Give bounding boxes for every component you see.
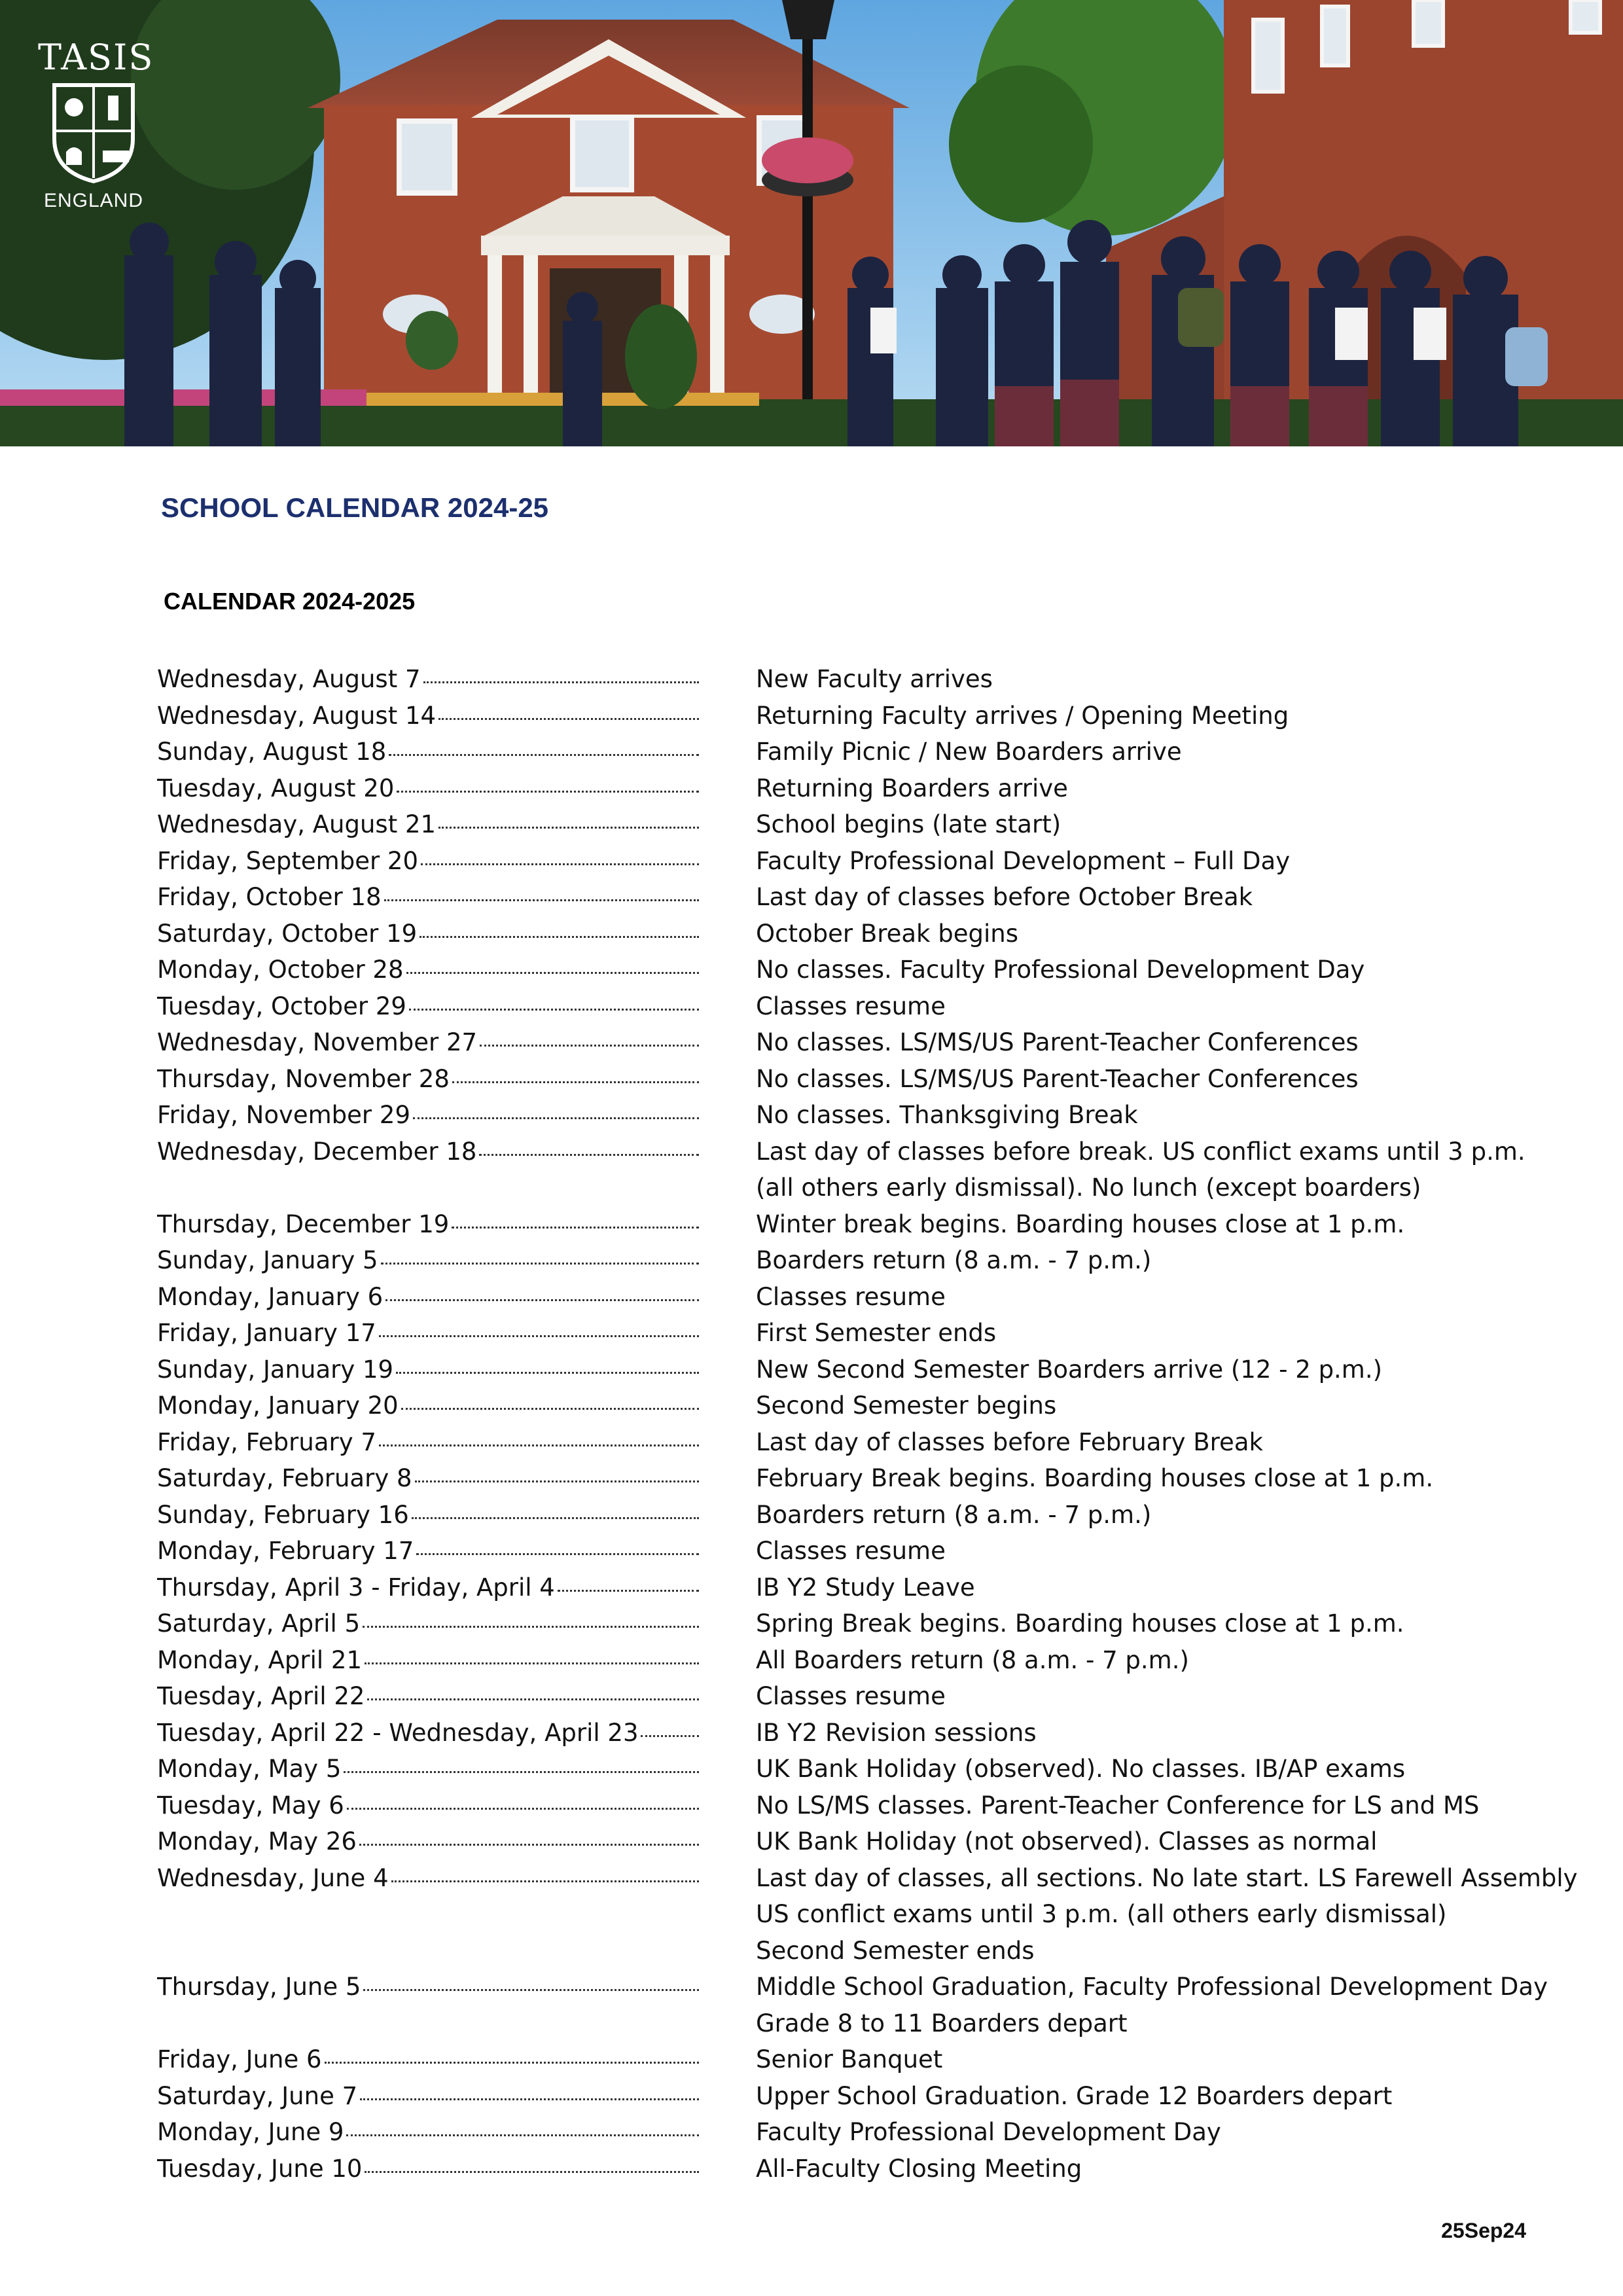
dot-leader [391,1880,699,1882]
event-date-cell [157,1352,699,1388]
event-description [756,1352,1597,1388]
school-logo[interactable] [38,37,154,212]
event-line: Last day of classes, all sections. No late start. LS Farewell Assembly [756,1863,1578,1892]
calendar-row [157,1605,1597,1642]
event-description [756,952,1597,988]
event-date-cell [157,879,699,916]
event-description [756,1424,1597,1461]
event-line: No classes. LS/MS/US Parent-Teacher Conferences [756,1064,1359,1093]
dot-leader [379,1444,699,1446]
calendar-row [157,1460,1597,1497]
event-line: February Break begins. Boarding houses close at 1 p.m. [756,1464,1434,1492]
calendar-row [157,661,1597,698]
event-date: Monday, May 26 [157,1827,357,1856]
event-line: (all others early dismissal). No lunch (except boarders) [756,1174,1421,1202]
event-date: Friday, September 20 [157,846,419,875]
dot-leader [438,827,699,829]
event-date: Thursday, November 28 [157,1064,450,1093]
calendar-row [157,1061,1597,1098]
event-line: Returning Faculty arrives / Opening Meeting [756,701,1289,730]
event-date: Sunday, January 5 [157,1246,378,1274]
calendar-row [157,1134,1597,1206]
calendar-row [157,1678,1597,1715]
event-description [756,1751,1597,1787]
event-description [756,2114,1597,2151]
dot-leader [344,1771,699,1773]
dot-leader [409,1009,699,1011]
event-line: Classes resume [756,1537,946,1565]
event-line: Boarders return (8 a.m. - 7 p.m.) [756,1500,1152,1529]
event-description [756,1860,1597,1969]
event-line: No classes. Thanksgiving Break [756,1101,1138,1129]
event-line: All-Faculty Closing Meeting [756,2154,1082,2183]
event-date-cell [157,1533,699,1570]
event-date-cell [157,806,699,843]
dot-leader [385,1299,699,1301]
event-line: First Semester ends [756,1319,997,1347]
event-date-cell [157,1242,699,1279]
event-date-cell [157,770,699,807]
calendar-row [157,1388,1597,1424]
event-date: Tuesday, April 22 [157,1682,365,1710]
event-description [756,988,1597,1025]
event-line: All Boarders return (8 a.m. - 7 p.m.) [756,1645,1189,1674]
header-photo [0,0,1623,446]
event-date: Friday, February 7 [157,1427,376,1456]
dot-leader [641,1735,699,1737]
crest-icon [48,80,139,185]
event-description [756,1533,1597,1570]
event-date: Thursday, June 5 [157,1973,361,2001]
event-date-cell [157,952,699,988]
event-description [756,1642,1597,1679]
event-date-cell [157,1751,699,1787]
event-line: Middle School Graduation, Faculty Professional Development Day [756,1973,1548,2001]
event-date-cell [157,661,699,698]
event-date-cell [157,1134,699,1170]
calendar-row [157,1751,1597,1787]
dot-leader [363,1989,699,1991]
dot-leader [396,1372,699,1374]
event-description [756,843,1597,880]
event-line: IB Y2 Revision sessions [756,1718,1037,1747]
event-date-cell [157,698,699,734]
event-date: Saturday, October 19 [157,919,418,948]
dot-leader [346,2134,699,2136]
dot-leader [406,972,699,974]
calendar-row [157,1352,1597,1388]
event-description [756,1242,1597,1279]
event-description [756,1024,1597,1061]
dot-leader [412,1517,699,1519]
event-description [756,879,1597,916]
event-description [756,806,1597,843]
page-title: SCHOOL CALENDAR 2024-25 [161,492,549,523]
event-line: School begins (late start) [756,810,1061,838]
event-description [756,2151,1597,2187]
event-description [756,2041,1597,2078]
event-date: Monday, January 20 [157,1391,399,1420]
calendar-row [157,770,1597,807]
event-date: Sunday, August 18 [157,738,387,766]
event-date-cell [157,734,699,770]
dot-leader [415,1480,699,1482]
calendar-row [157,1715,1597,1751]
event-description [756,1134,1597,1206]
event-description [756,1388,1597,1424]
calendar-row [157,1969,1597,2041]
event-date-cell [157,1097,699,1134]
event-description [756,1061,1597,1098]
calendar-row [157,1787,1597,1824]
event-date: Thursday, December 19 [157,1210,450,1238]
event-date-cell [157,1715,699,1751]
event-line: Faculty Professional Development – Full Day [756,846,1291,875]
dot-leader [359,1844,699,1846]
calendar-row [157,1823,1597,1860]
calendar-row [157,2151,1597,2187]
event-date: Saturday, April 5 [157,1609,361,1638]
event-description [756,698,1597,734]
calendar-row [157,806,1597,843]
event-date: Monday, October 28 [157,956,404,984]
event-line: Family Picnic / New Boarders arrive [756,738,1182,766]
dot-leader [452,1081,699,1083]
event-date: Wednesday, August 7 [157,665,421,693]
event-date: Tuesday, April 22 - Wednesday, April 23 [157,1718,639,1747]
event-line: US conflict exams until 3 p.m. (all others early dismissal) [756,1900,1447,1928]
calendar-list [157,661,1597,2187]
event-date: Tuesday, August 20 [157,774,395,802]
calendar-row [157,1097,1597,1134]
event-date: Monday, February 17 [157,1537,414,1565]
event-line: Classes resume [756,1282,946,1311]
event-description [756,1969,1597,2041]
calendar-row [157,1279,1597,1316]
event-date: Wednesday, November 27 [157,1028,478,1056]
event-line: No classes. LS/MS/US Parent-Teacher Conferences [756,1028,1359,1056]
event-date-cell [157,1279,699,1316]
event-line: Senior Banquet [756,2045,943,2073]
event-date-cell [157,1860,699,1897]
event-description [756,661,1597,698]
event-line: Faculty Professional Development Day [756,2118,1221,2146]
event-date: Wednesday, June 4 [157,1863,389,1892]
event-date-cell [157,1315,699,1352]
dot-leader [421,863,699,865]
calendar-row [157,1424,1597,1461]
calendar-row [157,1497,1597,1534]
event-date-cell [157,1424,699,1461]
event-line: Boarders return (8 a.m. - 7 p.m.) [756,1246,1152,1274]
dot-leader [379,1335,699,1337]
calendar-row [157,734,1597,770]
event-date-cell [157,1460,699,1497]
event-line: New Second Semester Boarders arrive (12 - 2 p.m.) [756,1355,1383,1384]
dot-leader [381,1263,699,1265]
dot-leader [423,681,699,683]
event-date: Wednesday, August 14 [157,701,437,730]
dot-leader [480,1045,699,1047]
event-date: Monday, January 6 [157,1282,383,1311]
event-date-cell [157,988,699,1025]
event-date: Sunday, January 19 [157,1355,394,1384]
calendar-row [157,916,1597,952]
dot-leader [413,1117,699,1119]
event-line: Classes resume [756,1682,946,1710]
event-date-cell [157,1787,699,1824]
calendar-row [157,2041,1597,2078]
dot-leader [452,1227,699,1229]
event-date-cell [157,2114,699,2151]
event-date: Saturday, June 7 [157,2081,358,2110]
event-date: Monday, April 21 [157,1645,363,1674]
event-line: New Faculty arrives [756,665,993,693]
dot-leader [365,2171,699,2173]
event-date-cell [157,843,699,880]
event-line: Second Semester begins [756,1391,1057,1420]
event-line: UK Bank Holiday (not observed). Classes as normal [756,1827,1378,1856]
calendar-row [157,698,1597,734]
event-date-cell [157,1024,699,1061]
calendar-row [157,2078,1597,2115]
section-title: CALENDAR 2024-2025 [164,588,416,615]
calendar-row [157,1642,1597,1679]
campus-illustration [0,0,1623,446]
event-date-cell [157,1570,699,1606]
event-description [756,1206,1597,1243]
event-line: Upper School Graduation. Grade 12 Boarders depart [756,2081,1393,2110]
event-date-cell [157,1605,699,1642]
event-line: Last day of classes before February Break [756,1427,1263,1456]
dot-leader [401,1408,699,1410]
event-date-cell [157,916,699,952]
calendar-row [157,1315,1597,1352]
dot-leader [360,2098,699,2100]
event-date: Tuesday, June 10 [157,2154,363,2183]
dot-leader [416,1553,699,1555]
event-description [756,1279,1597,1316]
event-date-cell [157,1497,699,1534]
event-date-cell [157,2078,699,2115]
dot-leader [389,754,699,756]
event-description [756,1497,1597,1534]
dot-leader [438,718,699,720]
event-line: Returning Boarders arrive [756,774,1068,802]
event-date-cell [157,2151,699,2187]
event-date: Sunday, February 16 [157,1500,409,1529]
event-date: Thursday, April 3 - Friday, April 4 [157,1573,555,1602]
event-date: Saturday, February 8 [157,1464,412,1492]
calendar-row [157,843,1597,880]
event-description [756,1715,1597,1751]
event-description [756,1315,1597,1352]
dot-leader [384,899,699,901]
event-date: Friday, October 18 [157,883,382,911]
calendar-row [157,1242,1597,1279]
dot-leader [347,1808,699,1810]
calendar-row [157,2114,1597,2151]
event-description [756,1570,1597,1606]
event-date-cell [157,1678,699,1715]
event-line: Last day of classes before October Break [756,883,1253,911]
event-description [756,2078,1597,2115]
event-date-cell [157,1642,699,1679]
calendar-row [157,1533,1597,1570]
logo-wordmark: TASIS [38,37,154,78]
event-description [756,1460,1597,1497]
event-line: Last day of classes before break. US conflict exams until 3 p.m. [756,1137,1525,1166]
event-date: Tuesday, October 29 [157,992,406,1020]
event-line: Winter break begins. Boarding houses close at 1 p.m. [756,1210,1405,1238]
dot-leader [325,2062,699,2064]
event-date: Wednesday, August 21 [157,810,437,838]
dot-leader [419,936,699,938]
dot-leader [397,791,699,793]
event-date: Friday, January 17 [157,1319,376,1347]
event-description [756,1605,1597,1642]
event-line: IB Y2 Study Leave [756,1573,975,1602]
event-description [756,1678,1597,1715]
revision-date: 25Sep24 [1441,2219,1526,2242]
event-line: Classes resume [756,992,946,1020]
event-line: No LS/MS classes. Parent-Teacher Conference for LS and MS [756,1791,1480,1820]
calendar-row [157,1024,1597,1061]
calendar-row [157,1206,1597,1243]
calendar-row [157,952,1597,988]
event-date-cell [157,1969,699,2005]
event-date-cell [157,1823,699,1860]
event-date-cell [157,1388,699,1424]
event-description [756,1823,1597,1860]
calendar-row [157,879,1597,916]
event-description [756,734,1597,770]
event-date-cell [157,1061,699,1098]
event-description [756,770,1597,807]
event-line: October Break begins [756,919,1018,948]
event-date: Wednesday, December 18 [157,1137,477,1166]
event-date: Friday, November 29 [157,1101,410,1129]
event-line: Grade 8 to 11 Boarders depart [756,2009,1128,2037]
dot-leader [367,1698,699,1700]
dot-leader [365,1662,699,1664]
calendar-row [157,1860,1597,1969]
calendar-row [157,1570,1597,1606]
event-date: Tuesday, May 6 [157,1791,344,1820]
event-description [756,1097,1597,1134]
event-line: Second Semester ends [756,1936,1035,1965]
event-date: Monday, May 5 [157,1755,342,1783]
dot-leader [558,1590,699,1592]
calendar-row [157,988,1597,1025]
event-line: No classes. Faculty Professional Development Day [756,956,1365,984]
event-date: Monday, June 9 [157,2118,344,2146]
dot-leader [363,1626,699,1628]
event-description [756,916,1597,952]
event-date-cell [157,2041,699,2078]
event-date-cell [157,1206,699,1243]
event-line: Spring Break begins. Boarding houses close at 1 p.m. [756,1609,1404,1638]
event-line: UK Bank Holiday (observed). No classes. IB/AP exams [756,1755,1406,1783]
event-date: Friday, June 6 [157,2045,322,2073]
dot-leader [479,1154,699,1156]
event-description [756,1787,1597,1824]
logo-subtitle: ENGLAND [43,190,144,211]
